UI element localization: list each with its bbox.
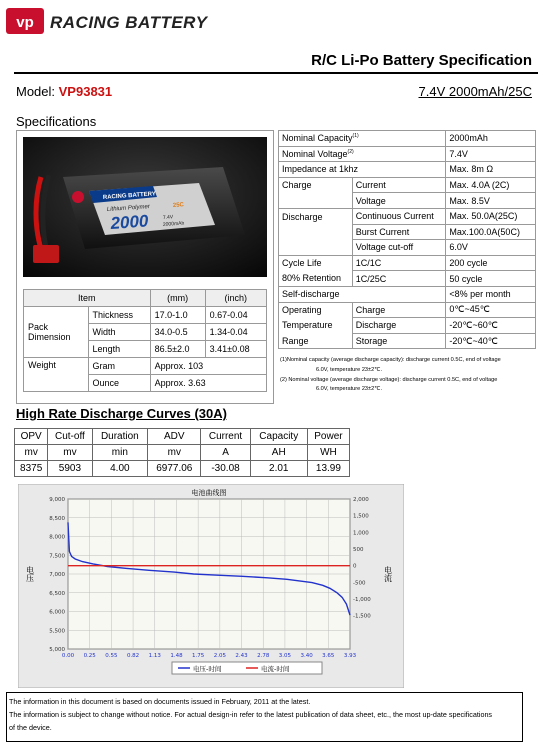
nominal-voltage-value: 7.4V bbox=[446, 146, 536, 162]
x-tick-label: 2.05 bbox=[213, 653, 226, 659]
y-right-tick-label: 500 bbox=[353, 547, 364, 553]
y-left-tick-label: 7,500 bbox=[49, 553, 65, 560]
cutoff-value: 6.0V bbox=[446, 240, 536, 256]
nominal-voltage-label bbox=[279, 146, 446, 162]
y-right-tick-label: 0 bbox=[353, 563, 357, 570]
footer-disclaimer bbox=[6, 692, 523, 742]
x-tick-label: 2.78 bbox=[257, 653, 270, 659]
header-cell: ADV bbox=[148, 429, 201, 445]
x-tick-label: 3.93 bbox=[343, 653, 357, 659]
table-row bbox=[24, 358, 267, 375]
y-right-tick-label: 1,500 bbox=[353, 513, 369, 520]
charge-current-value: Max. 4.0A (2C) bbox=[446, 177, 536, 193]
temp-label-2: Temperature bbox=[279, 318, 353, 334]
row-value: Approx. 3.63 bbox=[150, 375, 266, 392]
high-rate-title: High Rate Discharge Curves (30A) bbox=[16, 406, 227, 421]
row-name: Gram bbox=[88, 358, 150, 375]
empty-cell bbox=[279, 193, 353, 209]
units-row bbox=[15, 445, 350, 461]
temp-storage-label: Storage bbox=[352, 333, 446, 349]
pack-dimension-label bbox=[24, 307, 89, 358]
unit-cell: A bbox=[201, 445, 250, 461]
temp-discharge-value: -20℃~60℃ bbox=[446, 318, 536, 334]
note-1a: (1)Nominal capacity (average discharge capacity): discharge current 0.5C, end of voltage bbox=[280, 357, 501, 363]
x-tick-label: 1.75 bbox=[192, 653, 205, 659]
model-label: Model: bbox=[16, 84, 59, 99]
row-name: Length bbox=[88, 341, 150, 358]
header-cell: Duration bbox=[92, 429, 148, 445]
row-mm: 86.5±2.0 bbox=[150, 341, 205, 358]
col-mm: (mm) bbox=[150, 290, 205, 307]
table-row bbox=[279, 271, 536, 287]
table-row bbox=[279, 333, 536, 349]
row-name: Thickness bbox=[88, 307, 150, 324]
table-row bbox=[279, 286, 536, 302]
y-left-tick-label: 5,500 bbox=[49, 628, 65, 635]
unit-cell: min bbox=[92, 445, 148, 461]
specifications-heading: Specifications bbox=[16, 114, 97, 129]
y-right-tick-label: 2,000 bbox=[353, 497, 369, 503]
cutoff-label: Voltage cut-off bbox=[352, 240, 446, 256]
table-row bbox=[279, 240, 536, 256]
spec-table bbox=[278, 130, 536, 349]
nominal-capacity-label bbox=[279, 131, 446, 147]
y-left-tick-label: 5,000 bbox=[49, 647, 65, 653]
discharge-curve-chart bbox=[18, 484, 404, 688]
spec-notes bbox=[280, 356, 538, 395]
note-2b: 6.0V, temperature 23±2℃. bbox=[316, 386, 383, 393]
model-line bbox=[16, 84, 112, 99]
x-tick-label: 0.25 bbox=[83, 653, 96, 659]
product-panel bbox=[16, 130, 274, 404]
table-row bbox=[24, 307, 267, 324]
value-cell: 6977.06 bbox=[148, 461, 201, 477]
cycle-life-label: Cycle Life bbox=[279, 255, 353, 271]
empty-cell bbox=[279, 224, 353, 240]
document-title: R/C Li-Po Battery Specification bbox=[311, 52, 532, 69]
x-tick-label: 1.13 bbox=[148, 653, 161, 659]
charge-current-label: Current bbox=[352, 177, 446, 193]
product-photo bbox=[23, 137, 267, 277]
unit-cell: AH bbox=[250, 445, 307, 461]
photo-series: Lithium Polymer bbox=[106, 204, 151, 213]
burst-current-value: Max.100.0A(50C) bbox=[446, 224, 536, 240]
footer-line-3: of the device. bbox=[9, 723, 52, 732]
row-inch: 3.41±0.08 bbox=[205, 341, 266, 358]
header-rule bbox=[14, 72, 538, 74]
y-left-tick-label: 8,500 bbox=[49, 515, 65, 522]
photo-capacity-small: 2000mAh bbox=[162, 220, 185, 228]
y-left-tick-label: 8,000 bbox=[49, 534, 65, 541]
nominal-capacity-value: 2000mAh bbox=[446, 131, 536, 147]
impedance-value: Max. 8m Ω bbox=[446, 162, 536, 178]
x-tick-label: 0.55 bbox=[105, 653, 118, 659]
row-mm: 34.0-0.5 bbox=[150, 324, 205, 341]
row-name: Width bbox=[88, 324, 150, 341]
footer-line-1: The information in this document is based on documents issued in February, 2011 at the latest. bbox=[9, 697, 311, 706]
x-tick-label: 0.82 bbox=[126, 653, 140, 659]
photo-capacity: 2000 bbox=[109, 211, 150, 233]
y-right-tick-label: -500 bbox=[353, 580, 366, 587]
table-row bbox=[279, 146, 536, 162]
unit-cell: WH bbox=[307, 445, 349, 461]
value-cell: 5903 bbox=[48, 461, 92, 477]
legend-voltage: 电压-时间 bbox=[193, 665, 222, 673]
x-tick-label: 3.05 bbox=[278, 653, 292, 659]
row-inch: 1.34-0.04 bbox=[205, 324, 266, 341]
note-1b: 6.0V, temperature 23±2℃. bbox=[316, 366, 383, 373]
table-header-row bbox=[15, 429, 350, 445]
discharge-label: Discharge bbox=[279, 208, 353, 224]
table-row bbox=[279, 177, 536, 193]
x-tick-label: 3.40 bbox=[300, 653, 313, 659]
cycle-life-value: 200 cycle bbox=[446, 255, 536, 271]
retention-label: 80% Retention bbox=[279, 271, 353, 287]
chart-title: 电池曲线图 bbox=[191, 489, 227, 497]
unit-cell: mv bbox=[148, 445, 201, 461]
superscript: (1) bbox=[352, 133, 359, 140]
discharge-summary-table bbox=[14, 428, 350, 477]
row-name: Ounce bbox=[88, 375, 150, 392]
x-tick-label: 2.43 bbox=[235, 653, 248, 659]
value-cell: 2.01 bbox=[250, 461, 307, 477]
dimension-label: Dimension bbox=[28, 332, 71, 342]
photo-brand: RACING BATTERY bbox=[102, 191, 157, 201]
table-row bbox=[279, 318, 536, 334]
y-axis-right-label: 电流 bbox=[383, 566, 393, 582]
header-cell: Cut-off bbox=[48, 429, 92, 445]
cycle-life-cond: 1C/1C bbox=[352, 255, 446, 271]
impedance-label: Impedance at 1khz bbox=[279, 162, 446, 178]
dimension-table bbox=[23, 289, 267, 392]
footer-line-2: The information is subject to change without notice. For actual design-in refer to the latest publication of data sheet, etc., the most up-date specifications bbox=[9, 710, 493, 719]
table-row bbox=[279, 131, 536, 147]
brand-logo bbox=[6, 6, 250, 36]
value-cell: 8375 bbox=[15, 461, 48, 477]
y-left-tick-label: 9,000 bbox=[49, 497, 65, 503]
y-right-tick-label: 1,000 bbox=[353, 530, 369, 537]
photo-voltage: 7.4V bbox=[162, 214, 174, 221]
weight-label: Weight bbox=[24, 358, 89, 392]
row-inch: 0.67-0.04 bbox=[205, 307, 266, 324]
value-cell: 13.99 bbox=[307, 461, 349, 477]
legend bbox=[172, 662, 322, 674]
model-spec: 7.4V 2000mAh/25C bbox=[418, 84, 532, 99]
charge-voltage-value: Max. 8.5V bbox=[446, 193, 536, 209]
temp-charge-label: Charge bbox=[352, 302, 446, 318]
charge-voltage-label: Voltage bbox=[352, 193, 446, 209]
header-cell: Capacity bbox=[250, 429, 307, 445]
value-cell: -30.08 bbox=[201, 461, 250, 477]
empty-cell bbox=[279, 240, 353, 256]
x-tick-label: 3.65 bbox=[322, 653, 335, 659]
col-item: Item bbox=[24, 290, 151, 307]
table-row bbox=[279, 193, 536, 209]
self-discharge-label: Self-discharge bbox=[279, 286, 446, 302]
x-tick-label: 0.00 bbox=[61, 653, 75, 659]
model-value: VP93831 bbox=[58, 84, 113, 99]
temp-charge-value: 0℃~45℃ bbox=[446, 302, 536, 318]
retention-cond: 1C/25C bbox=[352, 271, 446, 287]
temp-discharge-label: Discharge bbox=[352, 318, 446, 334]
table-row bbox=[279, 224, 536, 240]
label-text: Nominal Voltage bbox=[282, 148, 348, 159]
table-header-row bbox=[24, 290, 267, 307]
temp-label-3: Range bbox=[279, 333, 353, 349]
legend-current: 电流-时间 bbox=[261, 665, 290, 673]
header-cell: Current bbox=[201, 429, 250, 445]
retention-value: 50 cycle bbox=[446, 271, 536, 287]
y-left-tick-label: 7,000 bbox=[49, 572, 65, 578]
header-cell: OPV bbox=[15, 429, 48, 445]
unit-cell: mv bbox=[48, 445, 92, 461]
table-row bbox=[279, 162, 536, 178]
table-row bbox=[279, 208, 536, 224]
y-left-tick-label: 6,500 bbox=[49, 590, 65, 597]
brand-mark: vp bbox=[16, 14, 34, 31]
label-text: Nominal Capacity bbox=[282, 133, 353, 144]
charge-label: Charge bbox=[279, 177, 353, 193]
y-left-tick-label: 6,000 bbox=[49, 609, 65, 616]
brand-name: RACING BATTERY bbox=[50, 13, 208, 32]
table-row bbox=[279, 302, 536, 318]
superscript: (2) bbox=[347, 148, 354, 155]
unit-cell: mv bbox=[15, 445, 48, 461]
continuous-current-value: Max. 50.0A(25C) bbox=[446, 208, 536, 224]
y-axis-left-label: 电压 bbox=[25, 566, 35, 582]
pack-label: Pack bbox=[28, 322, 49, 332]
y-right-tick-label: -1,500 bbox=[353, 613, 371, 620]
values-row bbox=[15, 461, 350, 477]
temp-label-1: Operating bbox=[279, 302, 353, 318]
row-mm: 17.0-1.0 bbox=[150, 307, 205, 324]
row-value: Approx. 103 bbox=[150, 358, 266, 375]
y-right-tick-label: -1,000 bbox=[353, 597, 371, 603]
photo-rating: 25C bbox=[172, 202, 185, 209]
burst-current-label: Burst Current bbox=[352, 224, 446, 240]
continuous-current-label: Continuous Current bbox=[352, 208, 446, 224]
table-row bbox=[279, 255, 536, 271]
col-inch: (inch) bbox=[205, 290, 266, 307]
self-discharge-value: <8% per month bbox=[446, 286, 536, 302]
value-cell: 4.00 bbox=[92, 461, 148, 477]
note-2a: (2) Nominal voltage (average discharge voltage): discharge current 0.5C, end of voltage bbox=[280, 376, 498, 383]
temp-storage-value: -20℃~40℃ bbox=[446, 333, 536, 349]
x-tick-label: 1.48 bbox=[170, 653, 183, 659]
header-cell: Power bbox=[307, 429, 349, 445]
